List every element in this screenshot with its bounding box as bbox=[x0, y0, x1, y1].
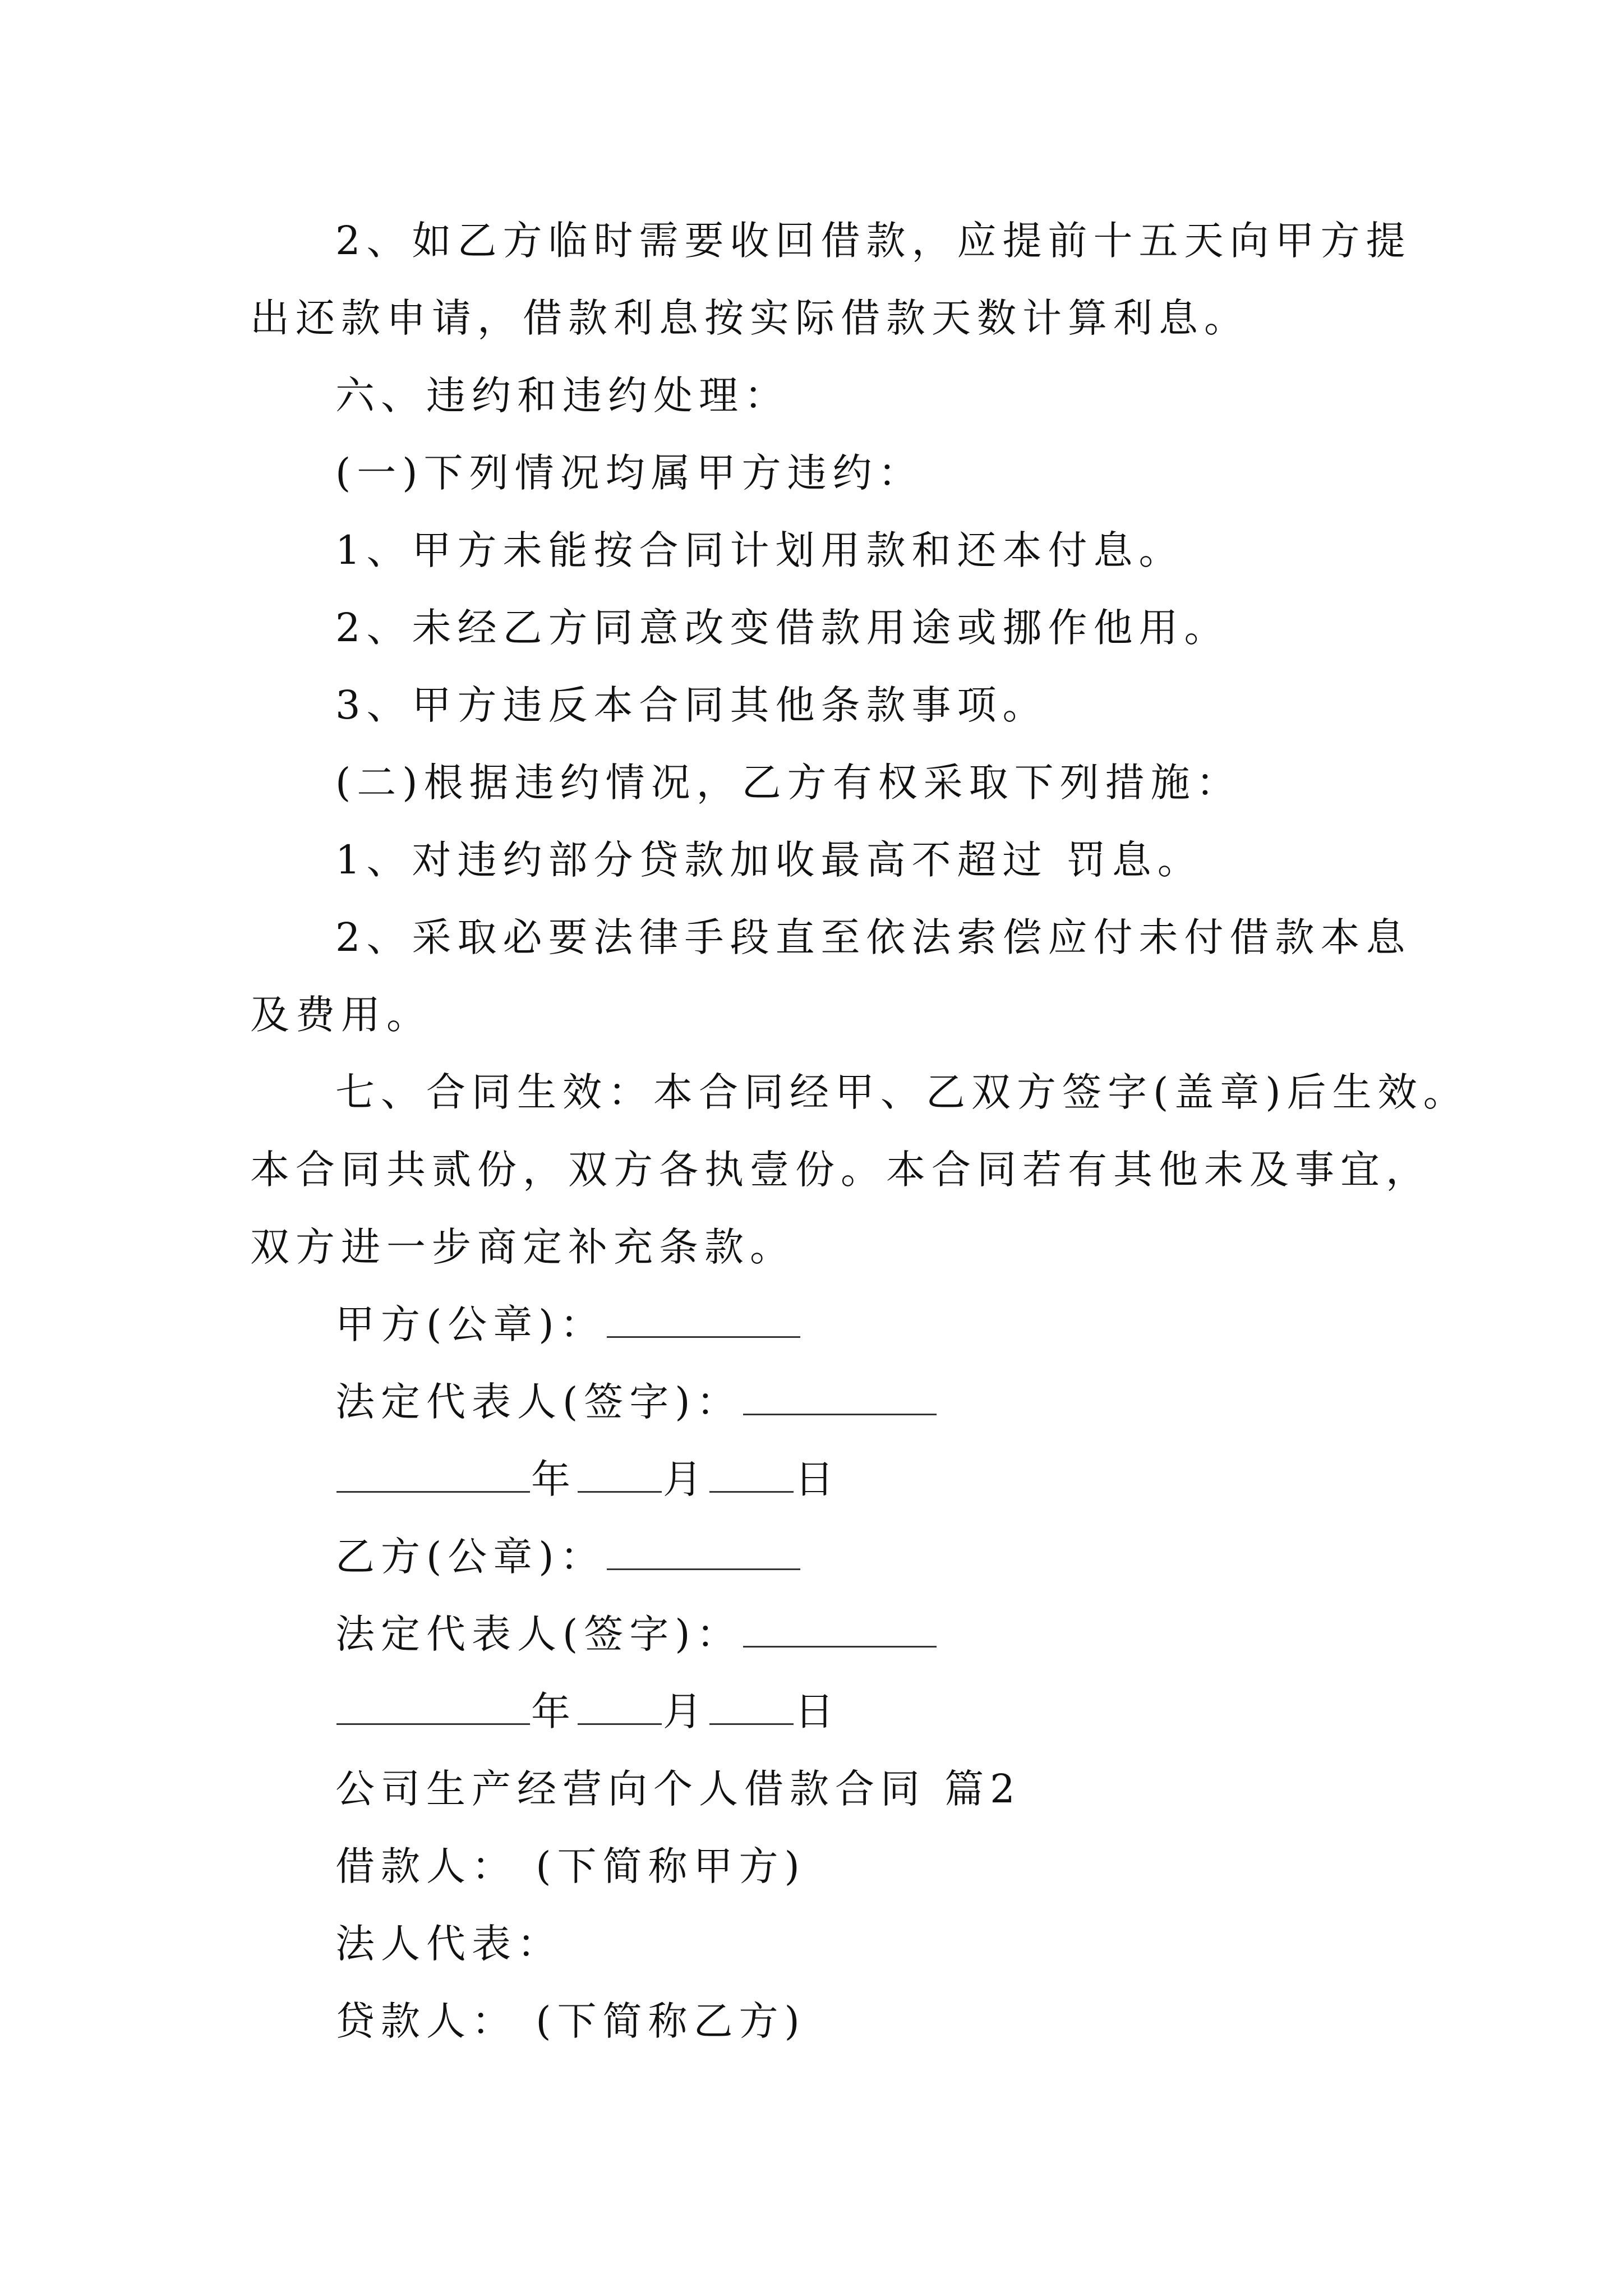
breach-item-1: 1、甲方未能按合同计划用款和还本付息。 bbox=[335, 527, 1184, 573]
section-effect-line-3: 双方进一步商定补充条款。 bbox=[250, 1224, 795, 1270]
contract-2-legal-rep: 法人代表： bbox=[335, 1921, 562, 1967]
subsection-party-a-breach: (一)下列情况均属甲方违约： bbox=[335, 450, 924, 496]
party-a-month-blank bbox=[578, 1489, 662, 1493]
party-a-day-blank bbox=[709, 1489, 794, 1493]
section-heading-breach: 六、违约和违约处理： bbox=[335, 372, 790, 418]
breach-item-3: 3、甲方违反本合同其他条款事项。 bbox=[335, 682, 1048, 728]
party-b-rep-label: 法定代表人(签字)： bbox=[335, 1611, 742, 1657]
party-a-rep-row bbox=[250, 1363, 1389, 1441]
party-b-month-label: 月 bbox=[663, 1688, 708, 1734]
party-a-year-label: 年 bbox=[531, 1456, 577, 1502]
party-b-year-label: 年 bbox=[531, 1688, 577, 1734]
party-b-seal-label: 乙方(公章)： bbox=[335, 1534, 606, 1580]
clause-repayment-request-line-1: 2、如乙方临时需要收回借款，应提前十五天向甲方提 bbox=[335, 218, 1412, 264]
party-a-date-row bbox=[250, 1441, 1389, 1518]
contract-2-lender: 贷款人： (下简称乙方) bbox=[335, 1998, 806, 2044]
party-a-month-label: 月 bbox=[663, 1456, 708, 1502]
party-a-seal-blank bbox=[607, 1334, 800, 1338]
party-a-seal-label: 甲方(公章)： bbox=[335, 1301, 606, 1347]
party-b-rep-blank bbox=[743, 1644, 937, 1648]
measure-item-2-line-2: 及费用。 bbox=[250, 992, 432, 1038]
party-a-rep-blank bbox=[743, 1411, 937, 1415]
party-b-month-blank bbox=[578, 1721, 662, 1725]
party-b-date-row bbox=[250, 1673, 1389, 1750]
contract-2-borrower: 借款人： (下简称甲方) bbox=[335, 1843, 806, 1889]
party-b-day-blank bbox=[709, 1721, 794, 1725]
party-a-year-blank bbox=[336, 1489, 530, 1493]
measure-item-1: 1、对违约部分贷款加收最高不超过 罚息。 bbox=[335, 837, 1203, 883]
contract-2-title: 公司生产经营向个人借款合同 篇2 bbox=[335, 1766, 1021, 1812]
breach-item-2: 2、未经乙方同意改变借款用途或挪作他用。 bbox=[335, 605, 1230, 651]
subsection-party-b-measures: (二)根据违约情况，乙方有权采取下列措施： bbox=[335, 760, 1242, 806]
section-effect-line-1: 七、合同生效：本合同经甲、乙双方签字(盖章)后生效。 bbox=[335, 1069, 1469, 1115]
party-b-day-label: 日 bbox=[795, 1688, 840, 1734]
party-a-seal-row bbox=[250, 1286, 1389, 1363]
clause-repayment-request-line-2: 出还款申请，借款利息按实际借款天数计算利息。 bbox=[250, 295, 1249, 341]
contract-body bbox=[250, 202, 1469, 2060]
party-a-rep-label: 法定代表人(签字)： bbox=[335, 1379, 742, 1425]
party-b-seal-row bbox=[250, 1518, 1389, 1595]
party-a-day-label: 日 bbox=[795, 1456, 840, 1502]
party-b-seal-blank bbox=[607, 1566, 800, 1570]
party-b-rep-row bbox=[250, 1595, 1389, 1673]
section-effect-line-2: 本合同共贰份，双方各执壹份。本合同若有其他未及事宜， bbox=[250, 1147, 1431, 1193]
measure-item-2-line-1: 2、采取必要法律手段直至依法索偿应付未付借款本息 bbox=[335, 914, 1412, 960]
party-b-year-blank bbox=[336, 1721, 530, 1725]
